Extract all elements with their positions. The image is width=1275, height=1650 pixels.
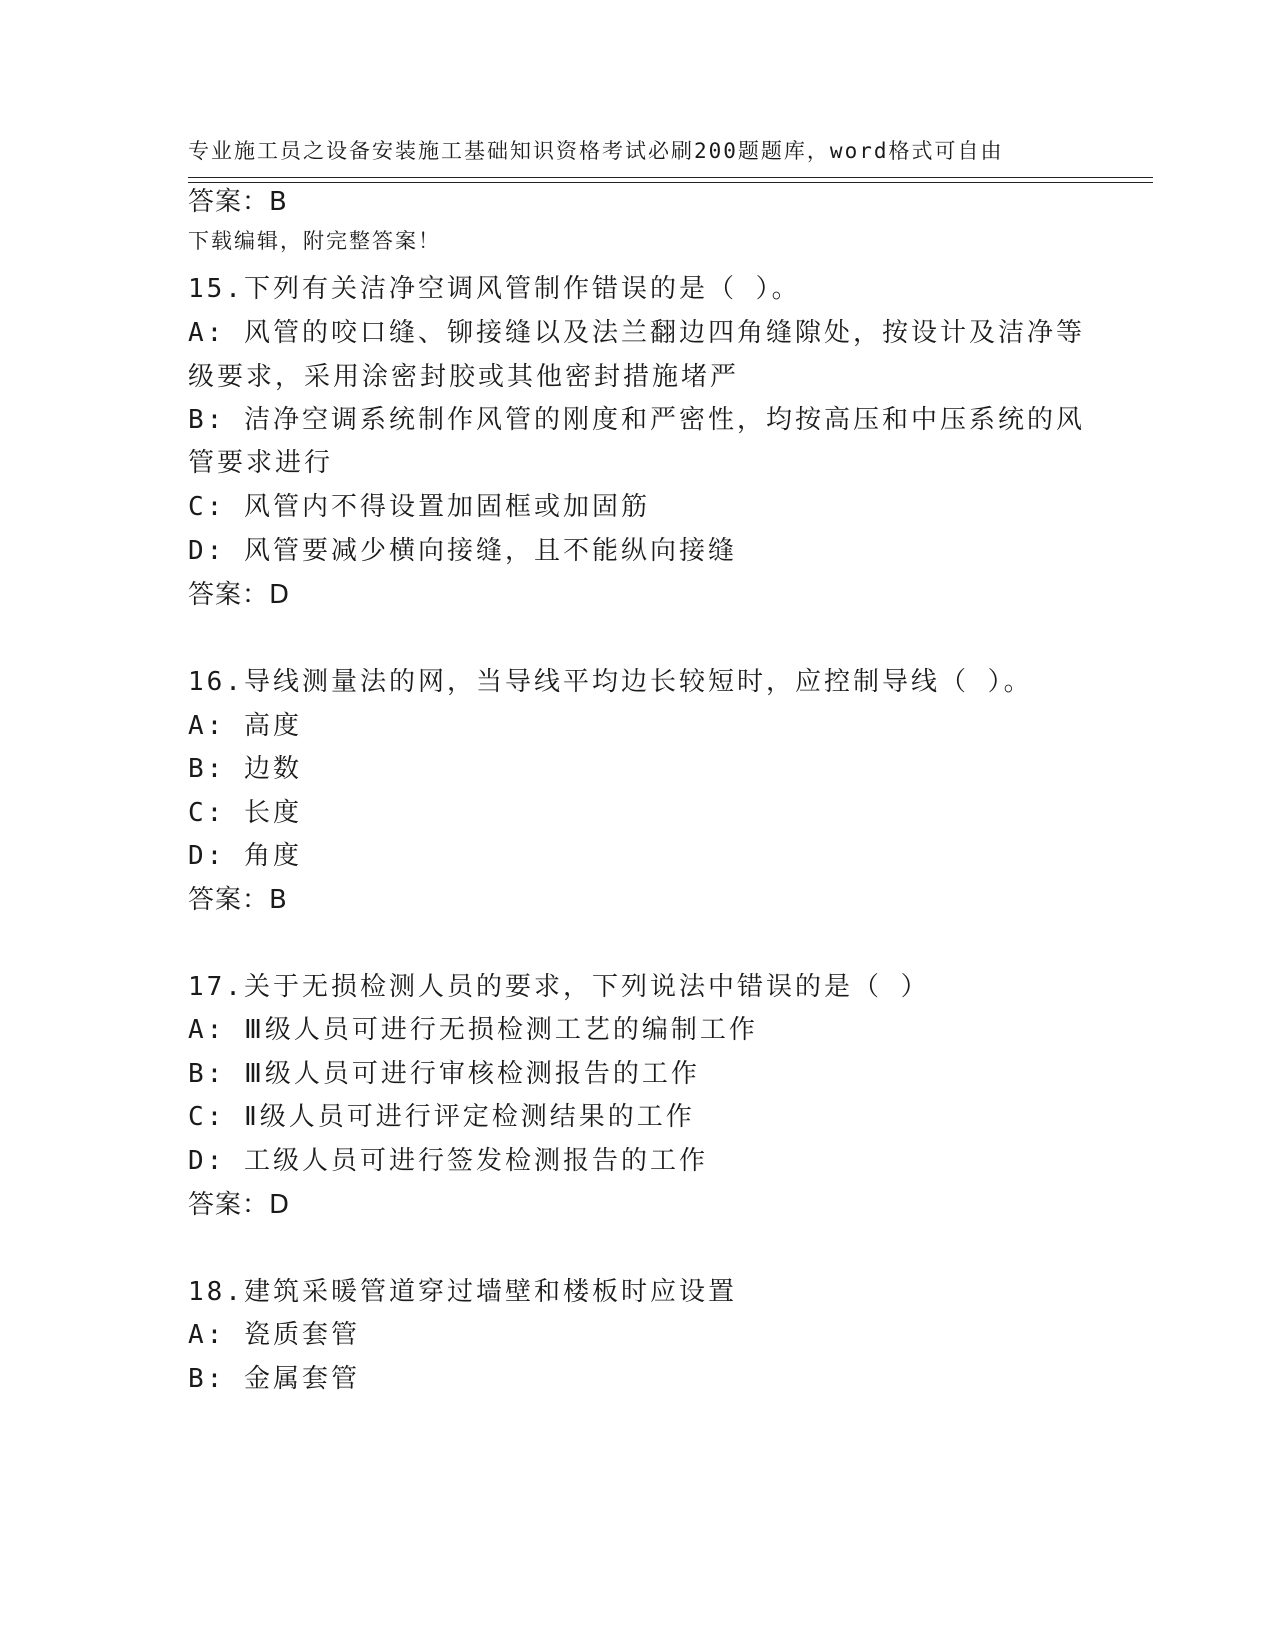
question-18: 18.建筑采暖管道穿过墙壁和楼板时应设置 <box>188 1277 737 1307</box>
question-17: 17.关于无损检测人员的要求，下列说法中错误的是（ ） <box>188 972 930 1002</box>
q15-option-b-line1: B: 洁净空调系统制作风管的刚度和严密性，均按高压和中压系统的风 <box>188 405 1085 435</box>
q15-option-a-line2: 级要求，采用涂密封胶或其他密封措施堵严 <box>188 362 740 392</box>
question-15: 15.下列有关洁净空调风管制作错误的是（ ）。 <box>188 274 801 304</box>
header-title-line2: 下载编辑，附完整答案！ <box>188 229 441 253</box>
header-divider-bottom <box>188 182 1153 183</box>
q15-option-d: D: 风管要减少横向接缝，且不能纵向接缝 <box>188 536 737 566</box>
q17-option-c: C: Ⅱ级人员可进行评定检测结果的工作 <box>188 1102 695 1132</box>
q17-answer: 答案：D <box>188 1190 291 1220</box>
q15-option-c: C: 风管内不得设置加固框或加固筋 <box>188 492 650 522</box>
q17-option-d: D: 工级人员可进行签发检测报告的工作 <box>188 1146 708 1176</box>
q16-answer: 答案：B <box>188 885 288 915</box>
q17-option-b: B: Ⅲ级人员可进行审核检测报告的工作 <box>188 1059 700 1089</box>
q18-option-a: A: 瓷质套管 <box>188 1320 360 1350</box>
header-divider-top <box>188 177 1153 178</box>
header-title-line1: 专业施工员之设备安装施工基础知识资格考试必刷200题题库，word格式可自由 <box>188 139 1004 163</box>
q18-option-b: B: 金属套管 <box>188 1364 360 1394</box>
q15-option-a-line1: A: 风管的咬口缝、铆接缝以及法兰翻边四角缝隙处，按设计及洁净等 <box>188 318 1085 348</box>
q16-option-d: D: 角度 <box>188 841 302 871</box>
q16-option-b: B: 边数 <box>188 754 302 784</box>
q15-answer: 答案：D <box>188 580 291 610</box>
q16-option-a: A: 高度 <box>188 711 302 741</box>
question-16: 16.导线测量法的网，当导线平均边长较短时，应控制导线（ ）。 <box>188 667 1033 697</box>
answer-prev: 答案：B <box>188 187 288 217</box>
q17-option-a: A: Ⅲ级人员可进行无损检测工艺的编制工作 <box>188 1015 758 1045</box>
q15-option-b-line2: 管要求进行 <box>188 448 334 478</box>
q16-option-c: C: 长度 <box>188 798 302 828</box>
